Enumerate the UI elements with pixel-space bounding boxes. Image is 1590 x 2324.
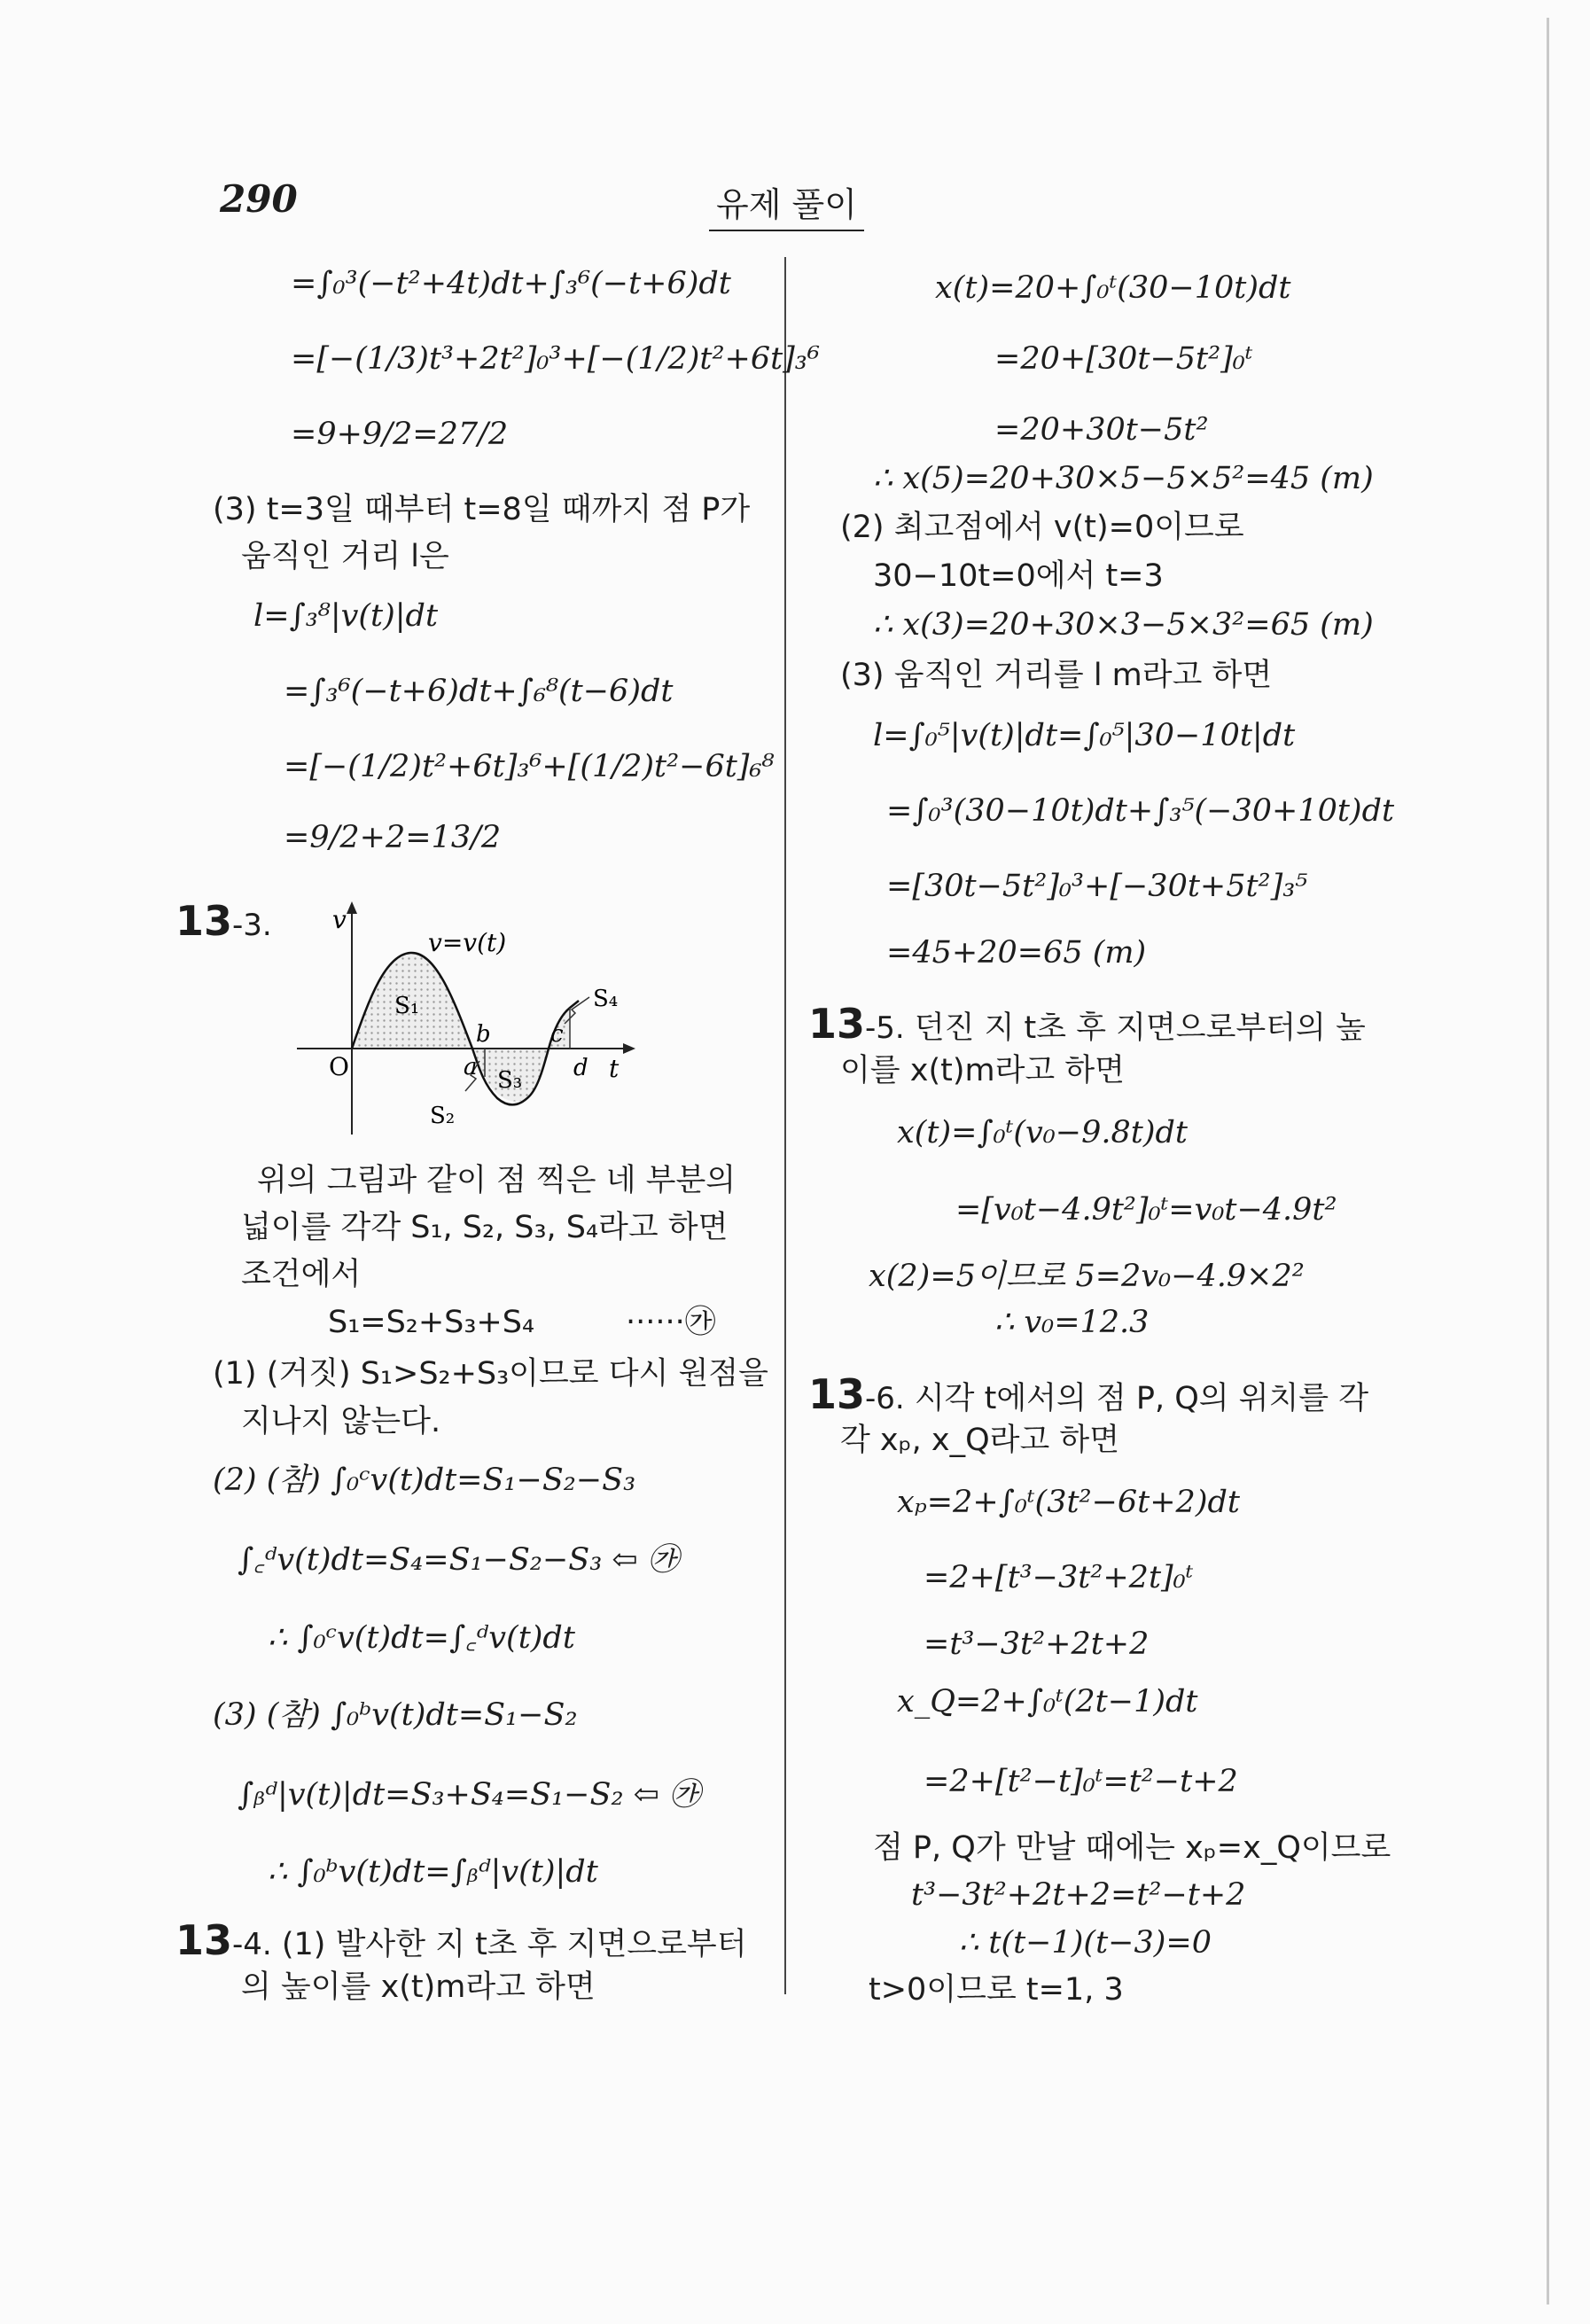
equation-line: t³−3t²+2t+2=t²−t+2 xyxy=(911,1877,1246,1913)
text-line: 이를 x(t)m라고 하면 xyxy=(840,1053,1125,1088)
page-number: 290 xyxy=(220,177,298,221)
curve-label: v=v(t) xyxy=(428,928,507,957)
equation-line: ∫꜀ᵈv(t)dt=S₄=S₁−S₂−S₃ ⇦ ㉮ xyxy=(238,1542,679,1578)
region-s2-label: S₂ xyxy=(430,1103,456,1129)
point-c-label: c xyxy=(550,1021,564,1048)
equation-line: =45+20=65 (m) xyxy=(886,935,1147,971)
arrow-icon xyxy=(347,901,357,914)
equation-line: (2) (참) ∫₀ᶜv(t)dt=S₁−S₂−S₃ xyxy=(213,1462,636,1498)
problem-number: 13 xyxy=(808,1000,866,1048)
text-line: 움직인 거리 l은 xyxy=(241,539,449,574)
equation-line: =2+[t²−t]₀ᵗ=t²−t+2 xyxy=(924,1764,1238,1799)
text-line: 넓이를 각각 S₁, S₂, S₃, S₄라고 하면 xyxy=(241,1210,729,1245)
origin-label: O xyxy=(329,1052,349,1081)
equation-line: x_Q=2+∫₀ᵗ(2t−1)dt xyxy=(897,1684,1198,1720)
text-line: 의 높이를 x(t)m라고 하면 xyxy=(241,1969,596,2005)
problem-suffix: -3. xyxy=(232,908,272,943)
equation-line: =9+9/2=27/2 xyxy=(291,417,509,452)
equation-line: ∴ v₀=12.3 xyxy=(994,1305,1150,1340)
equation-line: ∴ ∫₀ᵇv(t)dt=∫ᵦᵈ|v(t)|dt xyxy=(268,1854,598,1890)
y-axis-label: v xyxy=(332,905,347,934)
problem-number: 13 xyxy=(175,1916,233,1964)
point-b-label: b xyxy=(476,1021,491,1048)
condition-equation: S₁=S₂+S₃+S₄ xyxy=(328,1305,534,1340)
text-line: (3) t=3일 때부터 t=8일 때까지 점 P가 xyxy=(213,492,751,527)
region-s1-label: S₁ xyxy=(394,993,420,1019)
text-line: (3) 움직인 거리를 l m라고 하면 xyxy=(840,658,1273,693)
text-line: 30−10t=0에서 t=3 xyxy=(873,558,1164,594)
equation-line: =∫₀³(−t²+4t)dt+∫₃⁶(−t+6)dt xyxy=(291,266,731,301)
text-line: 조건에서 xyxy=(241,1257,362,1292)
equation-line: =9/2+2=13/2 xyxy=(284,820,502,855)
equation-line: ∴ ∫₀ᶜv(t)dt=∫꜀ᵈv(t)dt xyxy=(268,1620,575,1656)
equation-line: =[30t−5t²]₀³+[−30t+5t²]₃⁵ xyxy=(886,869,1308,904)
equation-line: ∴ t(t−1)(t−3)=0 xyxy=(959,1925,1212,1961)
equation-line: x(t)=20+∫₀ᵗ(30−10t)dt xyxy=(935,270,1291,306)
text-line: 던진 지 t초 후 지면으로부터의 높 xyxy=(914,1010,1366,1046)
region-s4-label: S₄ xyxy=(593,986,619,1012)
page-header: 유제 풀이 xyxy=(709,177,864,231)
equation-line: =∫₀³(30−10t)dt+∫₃⁵(−30+10t)dt xyxy=(886,793,1395,829)
equation-line: =[−(1/3)t³+2t²]₀³+[−(1/2)t²+6t]₃⁶ xyxy=(291,341,820,377)
equation-line: =t³−3t²+2t+2 xyxy=(924,1626,1150,1662)
equation-line: ∴ x(5)=20+30×5−5×5²=45 (m) xyxy=(873,461,1374,496)
equation-line: ∫ᵦᵈ|v(t)|dt=S₃+S₄=S₁−S₂ ⇦ ㉮ xyxy=(238,1777,701,1813)
text-line: 시각 t에서의 점 P, Q의 위치를 각 xyxy=(914,1381,1369,1416)
text-line: 지나지 않는다. xyxy=(241,1404,441,1439)
equation-line: x(t)=∫₀ᵗ(v₀−9.8t)dt xyxy=(897,1115,1188,1150)
page-edge-shadow xyxy=(1547,18,1549,2305)
problem-suffix: -6. xyxy=(865,1381,905,1416)
equation-line: xₚ=2+∫₀ᵗ(3t²−6t+2)dt xyxy=(897,1485,1240,1520)
problem-13-6-heading xyxy=(808,1370,1368,1418)
point-a-label: a xyxy=(464,1054,478,1080)
point-d-label: d xyxy=(573,1055,588,1081)
equation-line: =[v₀t−4.9t²]₀ᵗ=v₀t−4.9t² xyxy=(955,1192,1337,1228)
velocity-graph xyxy=(288,900,643,1148)
problem-suffix: -5. xyxy=(865,1010,905,1046)
equation-line: =[−(1/2)t²+6t]₃⁶+[(1/2)t²−6t]₆⁸ xyxy=(284,749,775,784)
problem-13-3-number xyxy=(175,897,272,945)
text-line: (1) 발사한 지 t초 후 지면으로부터 xyxy=(281,1927,747,1962)
equation-line: l=∫₀⁵|v(t)|dt=∫₀⁵|30−10t|dt xyxy=(873,718,1296,753)
column-divider xyxy=(784,257,786,1994)
text-line: 위의 그림과 같이 점 찍은 네 부분의 xyxy=(257,1163,737,1198)
equation-line: =2+[t³−3t²+2t]₀ᵗ xyxy=(924,1560,1194,1595)
equation-line: =20+[30t−5t²]₀ᵗ xyxy=(994,341,1253,377)
equation-line: l=∫₃⁸|v(t)|dt xyxy=(253,598,439,634)
arrow-icon xyxy=(623,1043,635,1054)
text-line: (1) (거짓) S₁>S₂+S₃이므로 다시 원점을 xyxy=(213,1356,768,1392)
text-line: (2) 최고점에서 v(t)=0이므로 xyxy=(840,510,1244,545)
text-line: 점 P, Q가 만날 때에는 xₚ=x_Q이므로 xyxy=(873,1830,1391,1866)
problem-suffix: -4. xyxy=(232,1927,272,1962)
equation-line: ∴ x(3)=20+30×3−5×3²=65 (m) xyxy=(873,607,1374,643)
problem-13-5-heading xyxy=(808,1000,1366,1048)
problem-13-4-heading xyxy=(175,1916,747,1964)
problem-number: 13 xyxy=(808,1370,866,1418)
equation-line: (3) (참) ∫₀ᵇv(t)dt=S₁−S₂ xyxy=(213,1697,578,1733)
equation-line: =20+30t−5t² xyxy=(994,412,1209,448)
problem-number: 13 xyxy=(175,897,233,945)
text-line: t>0이므로 t=1, 3 xyxy=(869,1972,1124,2008)
region-s3-label: S₃ xyxy=(497,1067,523,1094)
x-axis-label: t xyxy=(609,1054,620,1083)
equation-line: =∫₃⁶(−t+6)dt+∫₆⁸(t−6)dt xyxy=(284,674,674,709)
text-line: 각 xₚ, x_Q라고 하면 xyxy=(840,1423,1120,1458)
equation-line: x(2)=5이므로 5=2v₀−4.9×2² xyxy=(869,1259,1305,1294)
condition-mark: ······㉮ xyxy=(626,1305,716,1340)
